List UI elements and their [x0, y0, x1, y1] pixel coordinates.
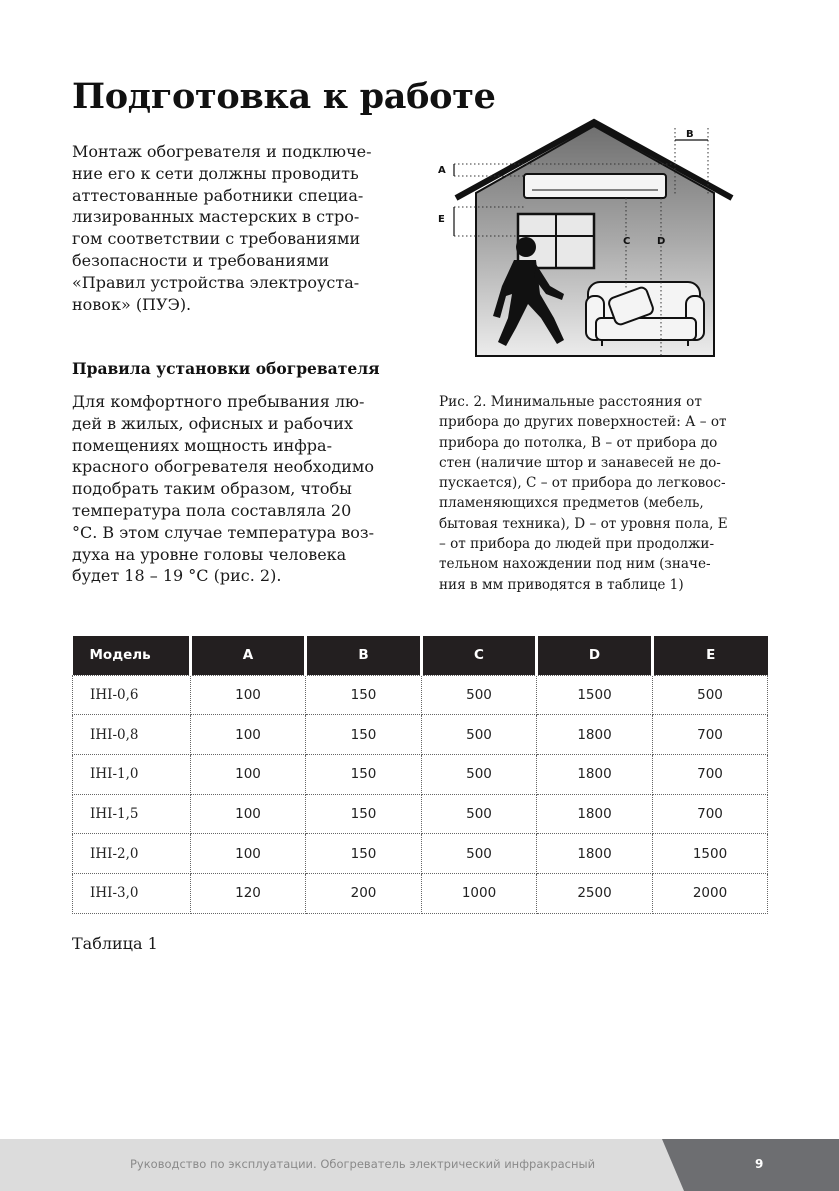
cell-e: 700: [653, 754, 768, 794]
header-c: C: [422, 636, 537, 675]
cell-e: 700: [653, 715, 768, 755]
header-a: A: [191, 636, 306, 675]
cell-a: 100: [191, 675, 306, 715]
label-a: A: [438, 165, 446, 176]
header-d: D: [537, 636, 653, 675]
cell-e: 500: [653, 675, 768, 715]
label-d: D: [657, 236, 666, 247]
page-number-tab: [662, 1139, 839, 1191]
installation-distance-diagram: [436, 118, 766, 363]
cell-model: IHI-1,5: [73, 794, 191, 834]
label-e: E: [438, 214, 445, 225]
table-row: [73, 675, 768, 715]
cell-d: 1500: [537, 675, 653, 715]
cell-b: 150: [306, 794, 422, 834]
sofa-icon: [586, 282, 704, 346]
section-subheading: Правила установки обогревателя: [72, 359, 380, 378]
cell-b: 150: [306, 715, 422, 755]
table-header-row: [73, 636, 768, 675]
page-title: Подготовка к работе: [72, 76, 496, 117]
footer-text: Руководство по эксплуатации. Обогреватель электрический инфракрасный: [130, 1157, 596, 1171]
cell-b: 150: [306, 754, 422, 794]
cell-d: 1800: [537, 715, 653, 755]
cell-e: 1500: [653, 834, 768, 874]
cell-d: 1800: [537, 754, 653, 794]
table-caption: Таблица 1: [72, 934, 158, 953]
figure-caption: Рис. 2. Минимальные расстояния от прибора до других поверхностей: А – от прибора до потолка, В – от прибора до стен (наличие штор и занавесей не до- пускается), С – от прибора до легковос- пламеняющихся предметов (мебель, бытовая техника), D – от уровня пола, Е – от прибора до людей при продолжи- тельном нахождении под ним (значе- ния в мм приводятся в таблице 1): [439, 394, 728, 593]
label-b: B: [686, 129, 694, 140]
table-row: [73, 754, 768, 794]
cell-c: 500: [422, 715, 537, 755]
label-c: C: [623, 236, 631, 247]
cell-model: IHI-0,6: [73, 675, 191, 715]
cell-a: 120: [191, 873, 306, 913]
header-b: B: [306, 636, 422, 675]
distance-table: [72, 636, 768, 914]
cell-a: 100: [191, 794, 306, 834]
cell-e: 700: [653, 794, 768, 834]
cell-c: 500: [422, 794, 537, 834]
cell-b: 150: [306, 834, 422, 874]
table-row: [73, 794, 768, 834]
cell-model: IHI-3,0: [73, 873, 191, 913]
cell-a: 100: [191, 834, 306, 874]
cell-c: 1000: [422, 873, 537, 913]
heater-icon: [524, 174, 666, 198]
cell-d: 1800: [537, 834, 653, 874]
page-number: 9: [755, 1157, 764, 1171]
cell-model: IHI-0,8: [73, 715, 191, 755]
cell-e: 2000: [653, 873, 768, 913]
table-row: [73, 834, 768, 874]
cell-model: IHI-2,0: [73, 834, 191, 874]
table-row: [73, 873, 768, 913]
body-paragraph: Для комфортного пребывания лю- дей в жилых, офисных и рабочих помещениях мощность инфра- красного обогревателя необходимо подобрать таким образом, чтобы температура пола составляла 20 °С. В этом случае температура воз- духа на уровне головы человека будет 18 – 19 °С (рис. 2).: [72, 392, 375, 586]
cell-a: 100: [191, 754, 306, 794]
cell-a: 100: [191, 715, 306, 755]
cell-model: IHI-1,0: [73, 754, 191, 794]
cell-c: 500: [422, 834, 537, 874]
cell-c: 500: [422, 754, 537, 794]
intro-paragraph: Монтаж обогревателя и подключе- ние его к сети должны проводить аттестованные работники специа- лизированных мастерских в стро- гом соответствии с требованиями безопасности и требованиями «Правил устройства электроуста- новок» (ПУЭ).: [72, 142, 372, 314]
cell-d: 1800: [537, 794, 653, 834]
header-e: E: [653, 636, 768, 675]
cell-b: 150: [306, 675, 422, 715]
header-model: Модель: [73, 636, 191, 675]
cell-b: 200: [306, 873, 422, 913]
table-row: [73, 715, 768, 755]
cell-d: 2500: [537, 873, 653, 913]
cell-c: 500: [422, 675, 537, 715]
